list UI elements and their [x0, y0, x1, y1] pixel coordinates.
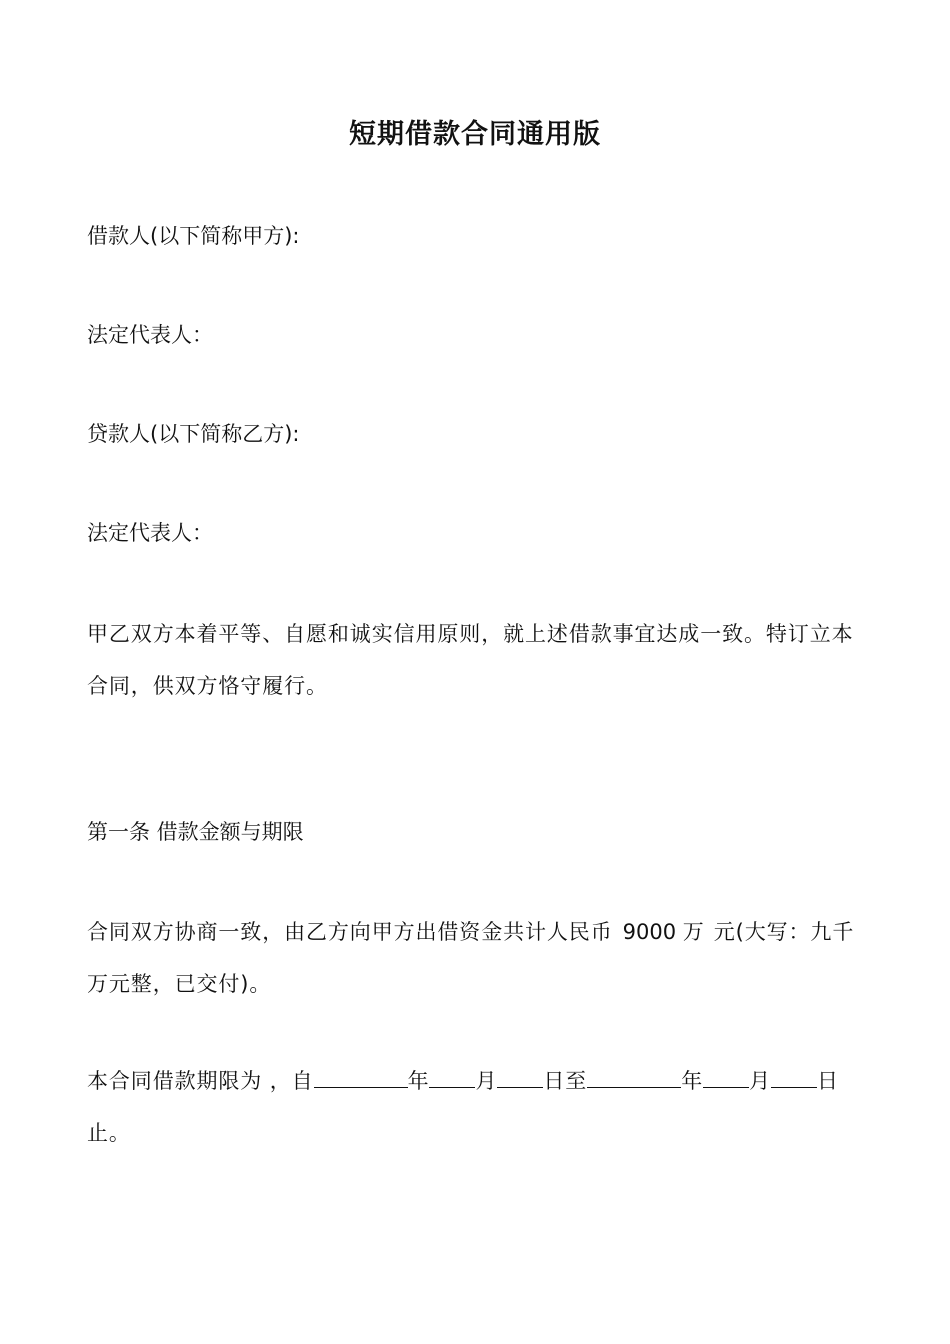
end-month-blank [703, 1067, 749, 1088]
start-day-label: 日至 [543, 1069, 588, 1093]
preamble-paragraph: 甲乙双方本着平等、自愿和诚实信用原则，就上述借款事宜达成一致。特订立本合同，供双方恪守履行。 [87, 622, 854, 698]
amount-prefix: 合同双方协商一致，由乙方向甲方出借资金共计人民币 [87, 920, 613, 944]
start-month-label: 月 [475, 1069, 498, 1093]
amount-suffix: 元(大写：九千万元整，已交付)。 [87, 920, 855, 996]
loan-amount: 9000 万 [622, 920, 704, 944]
term-prefix: 本合同借款期限为 ，自 [87, 1069, 314, 1093]
lender-representative-label: 法定代表人： [87, 521, 213, 545]
end-year-blank [587, 1067, 681, 1088]
start-year-blank [314, 1067, 408, 1088]
document-title: 短期借款合同通用版 [349, 119, 601, 150]
article-1-term-paragraph [87, 1055, 867, 1159]
lender-label: 贷款人(以下简称乙方): [87, 422, 300, 446]
start-day-blank [497, 1067, 543, 1088]
start-year-label: 年 [407, 1069, 430, 1093]
start-month-blank [429, 1067, 475, 1088]
term-suffix: 日止。 [87, 1069, 839, 1145]
end-day-blank [771, 1067, 817, 1088]
article-1-amount-paragraph [87, 906, 867, 1010]
article-1-heading: 第一条 借款金额与期限 [87, 820, 304, 844]
borrower-representative-label: 法定代表人： [87, 323, 213, 347]
end-year-label: 年 [681, 1069, 704, 1093]
borrower-label: 借款人(以下简称甲方): [87, 224, 300, 248]
end-month-label: 月 [749, 1069, 772, 1093]
